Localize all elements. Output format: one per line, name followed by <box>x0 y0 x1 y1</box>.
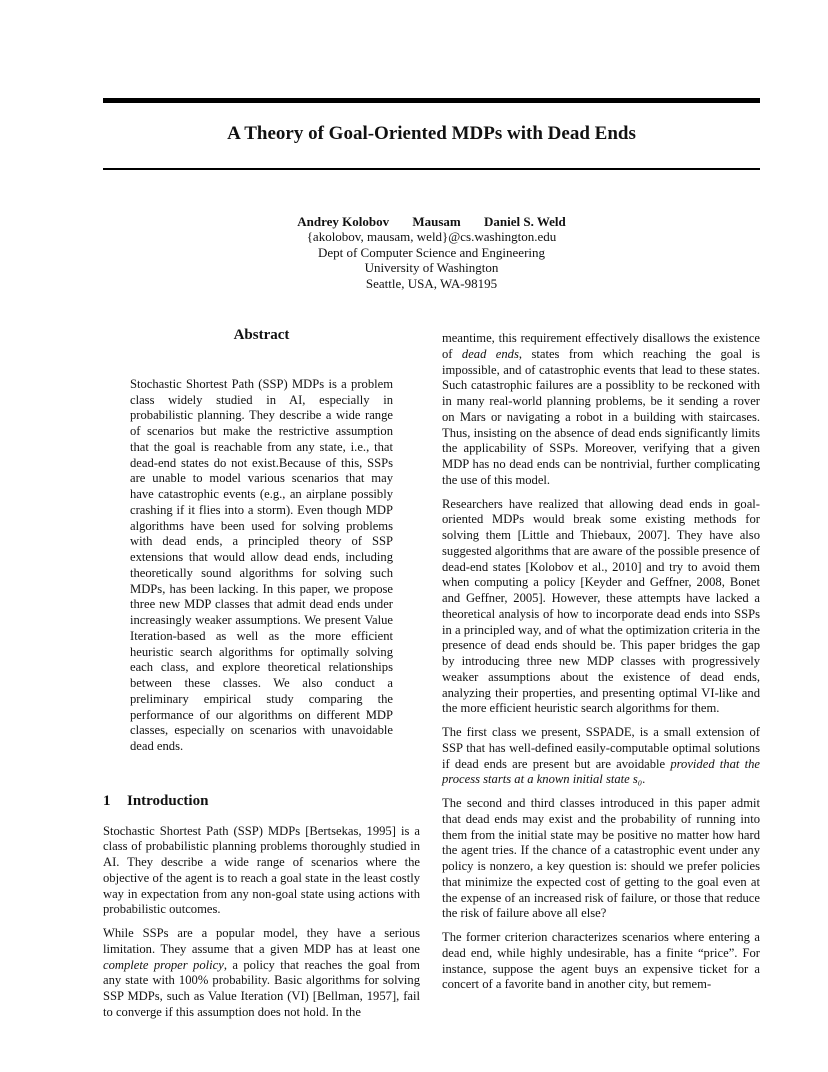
text-run: . <box>642 772 646 787</box>
author-address: Seattle, USA, WA-98195 <box>365 275 498 291</box>
author-block <box>103 214 760 291</box>
author-university: University of Washington <box>364 260 499 276</box>
intro-paragraph-1: Stochastic Shortest Path (SSP) MDPs [Bertsekas, 1995] is a class of probabilistic planning problems thoroughly studied in AI. They describe a wide range of scenarios where the objective of the agent is to reach a goal state in the least costly way in expectation from any non-goal state using actions with probabilistic outcomes. <box>103 823 420 917</box>
author-name: Daniel S. Weld <box>483 214 566 229</box>
author-name: Andrey Kolobov <box>297 214 390 229</box>
text-run: While SSPs are a popular model, they have a serious limitation. They assume that a given MDP has at least one <box>103 926 420 956</box>
author-department: Dept of Computer Science and Engineering <box>317 244 546 260</box>
intro-paragraph-2 <box>103 926 420 1021</box>
emphasis-text: dead ends <box>461 346 519 361</box>
right-paragraph-1 <box>442 331 760 489</box>
abstract-body <box>130 377 393 755</box>
text-run: , a policy that reaches the goal from any state with 100% probability. Basic algorithms for solving SSP MDPs, such as Value Iteration (VI) [Bellman, 1957], fail to converge if this assumption does not hold. In the <box>103 957 420 1019</box>
title-rule <box>103 168 760 170</box>
text-run: meantime, this requirement effectively disallows the existence of <box>442 331 760 361</box>
author-names <box>103 214 760 229</box>
section-title: Introduction <box>127 792 209 809</box>
right-paragraph-5: The former criterion characterizes scenarios where entering a dead end, while highly undesirable, has a finite “price”. For instance, suppose the agent buys an expensive ticket for a concert of a favorite band in another city, but remem- <box>442 930 760 992</box>
right-paragraph-2: Researchers have realized that allowing dead ends in goal-oriented MDPs would break some existing methods for solving them [Little and Thiebaux, 2007]. They have also suggested algorithms that are aware of the possible presence of dead-end states [Kolobov et al., 2010] and try to avoid them when computing a policy [Keyder and Geffner, 2008, Bonet and Geffner, 2005]. However, these attempts have lacked a theoretical analysis of how to incorporate dead ends into SSPs in a principled way, and of what the optimization criteria in the presence of dead ends should be. This paper bridges the gap by introducing three new MDP classes with progressively weaker assumptions about the existence of dead ends, analyzing their properties, and presenting optimal VI-like and the more efficient heuristic search algorithms for them. <box>442 496 760 716</box>
abstract-heading: Abstract <box>233 327 290 343</box>
right-paragraph-4: The second and third classes introduced in this paper admit that dead ends may exist and the probability of running into them from the initial state may be positive no matter how hard the agent tries. If the chance of a catastrophic event under any policy is nonzero, a key question is: should we prefer policies that minimize the expected cost of getting to the goal even at the expense of an increased risk of failure, or those that reduce the risk of failure above all else? <box>442 796 760 921</box>
text-run: , states from which reaching the goal is impossible, and of catastrophic events that lead to these states. Such catastrophic failures are a possiblity to be reckoned with in many real-world planning problems, be it sending a rover on Mars or navigating a robot in a building with staircases. Thus, insisting on the absence of dead ends significantly limits the applicability of SSPs. Moreover, verifying that a given MDP has no dead ends can be nontrivial, further complicating the use of this model. <box>442 346 760 487</box>
author-email: {akolobov, mausam, weld}@cs.washington.edu <box>306 229 557 245</box>
section-heading-introduction <box>103 794 420 810</box>
emphasis-text: complete proper policy <box>103 957 224 972</box>
right-paragraph-3 <box>442 725 760 788</box>
left-column <box>103 328 420 1021</box>
text-run: The first class we present, SSPADE, is a small extension of SSP that has well-defined easily-computable optimal solutions if dead ends are present but are avoidable <box>442 725 760 771</box>
abstract-text: Stochastic Shortest Path (SSP) MDPs is a problem class widely studied in AI, especially in probabilistic planning. They describe a wide range of scenarios but make the restrictive assumption that the goal is reachable from any state, i.e., that dead-end states do not exist.Because of this, SSPs are unable to model various scenarios that may have catastrophic events (e.g., an airplane possibly crashing if it flies into a storm). Even though MDP algorithms have been used for solving problems with dead ends, a principled theory of SSP extensions that would allow dead ends, including theoretically sound algorithms for solving such MDPs, has been lacking. In this paper, we propose three new MDP classes that admit dead ends under increasingly weaker assumptions. We present Value Iteration-based as well as the more efficient heuristic search algorithms for optimally solving each class, and explore theoretical relationships between these classes. We also conduct a preliminary empirical study comparing the performance of our algorithms on different MDP classes, especially on scenarios with unavoidable dead ends. <box>130 376 393 753</box>
paper-title: A Theory of Goal-Oriented MDPs with Dead Ends <box>227 123 636 144</box>
emphasis-text: provided that the process starts at a known initial state s₀ <box>442 756 760 787</box>
top-rule <box>103 98 760 103</box>
right-column <box>442 331 760 993</box>
section-number: 1 <box>103 792 111 809</box>
author-name: Mausam <box>412 214 461 229</box>
